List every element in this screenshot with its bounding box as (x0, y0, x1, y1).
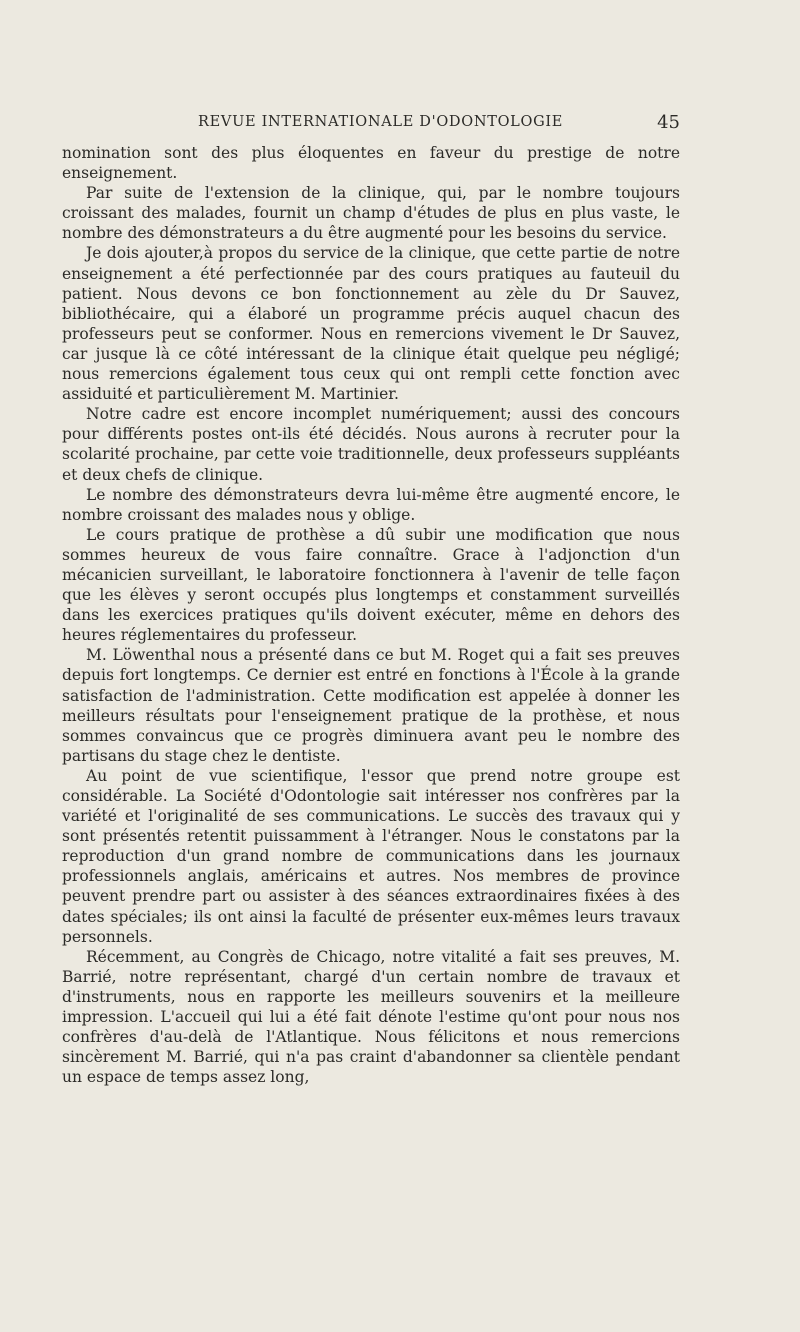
paragraph: M. Löwenthal nous a présenté dans ce but M. Roget qui a fait ses preuves depuis fort longtemps. Ce dernier est entré en fonctions à l'École à la grande satisfaction de l'administration. Cette modification est appelée à donner les meilleurs résultats pour l'enseignement pratique de la prothèse, et nous sommes convaincus que ce progrès diminuera avant peu le nombre des partisans du stage chez le dentiste. (62, 646, 680, 765)
paragraph: nomination sont des plus éloquentes en faveur du prestige de notre enseignement. (62, 144, 680, 183)
body-text (62, 143, 680, 1087)
paragraph: Notre cadre est encore incomplet numériquement; aussi des concours pour différents postes ont-ils été décidés. Nous aurons à recruter pour la scolarité prochaine, par cette voie traditionnelle, deux professeurs suppléants et deux chefs de clinique. (62, 405, 680, 484)
page-number: 45 (657, 112, 680, 133)
page-header (62, 114, 680, 138)
paragraph: Le nombre des démonstrateurs devra lui-même être augmenté encore, le nombre croissant des malades nous y oblige. (62, 485, 680, 524)
paragraph: Le cours pratique de prothèse a dû subir une modification que nous sommes heureux de vous faire connaître. Grace à l'adjonction d'un mécanicien surveillant, le laboratoire fonctionnera à l'avenir de telle façon que les élèves y seront occupés plus longtemps et constamment surveillés dans les exercices pratiques qu'ils doivent exécuter, même en dehors des heures réglementaires du professeur. (62, 525, 680, 645)
paragraph: Par suite de l'extension de la clinique, qui, par le nombre toujours croissant des malades, fournit un champ d'études de plus en plus vaste, le nombre des démonstrateurs a du être augmenté pour les besoins du service. (62, 184, 680, 243)
paragraph: Au point de vue scientifique, l'essor que prend notre groupe est considérable. La Société d'Odontologie sait intéresser nos confrères par la variété et l'originalité de ses communications. Le succès des travaux qui y sont présentés retentit puissamment à l'étranger. Nous le constatons par la reproduction d'un grand nombre de communications dans les journaux professionnels anglais, américains et autres. Nos membres de province peuvent prendre part ou assister à des séances extraordinaires fixées à des dates spéciales; ils ont ainsi la faculté de présenter eux-mêmes leurs travaux personnels. (62, 766, 680, 946)
running-title: REVUE INTERNATIONALE D'ODONTOLOGIE (198, 114, 564, 130)
paragraph: Je dois ajouter,à propos du service de la clinique, que cette partie de notre enseignement a été perfectionnée par des cours pratiques au fauteuil du patient. Nous devons ce bon fonctionnement au zèle du Dr Sauvez, bibliothécaire, qui a élaboré un programme précis auquel chacun des professeurs peut se conformer. Nous en remercions vivement le Dr Sauvez, car jusque là ce côté intéressant de la clinique était quelque peu négligé; nous remercions également tous ceux qui ont rempli cette fonction avec assiduité et particulièrement M. Martinier. (62, 244, 680, 404)
paragraph: Récemment, au Congrès de Chicago, notre vitalité a fait ses preuves, M. Barrié, notre représentant, chargé d'un certain nombre de travaux et d'instruments, nous en rapporte les meilleurs souvenirs et la meilleure impression. L'accueil qui lui a été fait dénote l'estime qu'ont pour nous nos confrères d'au-delà de l'Atlantique. Nous félicitons et nous remercions sincèrement M. Barrié, qui n'a pas craint d'abandonner sa clientèle pendant un espace de temps assez long, (62, 947, 680, 1087)
